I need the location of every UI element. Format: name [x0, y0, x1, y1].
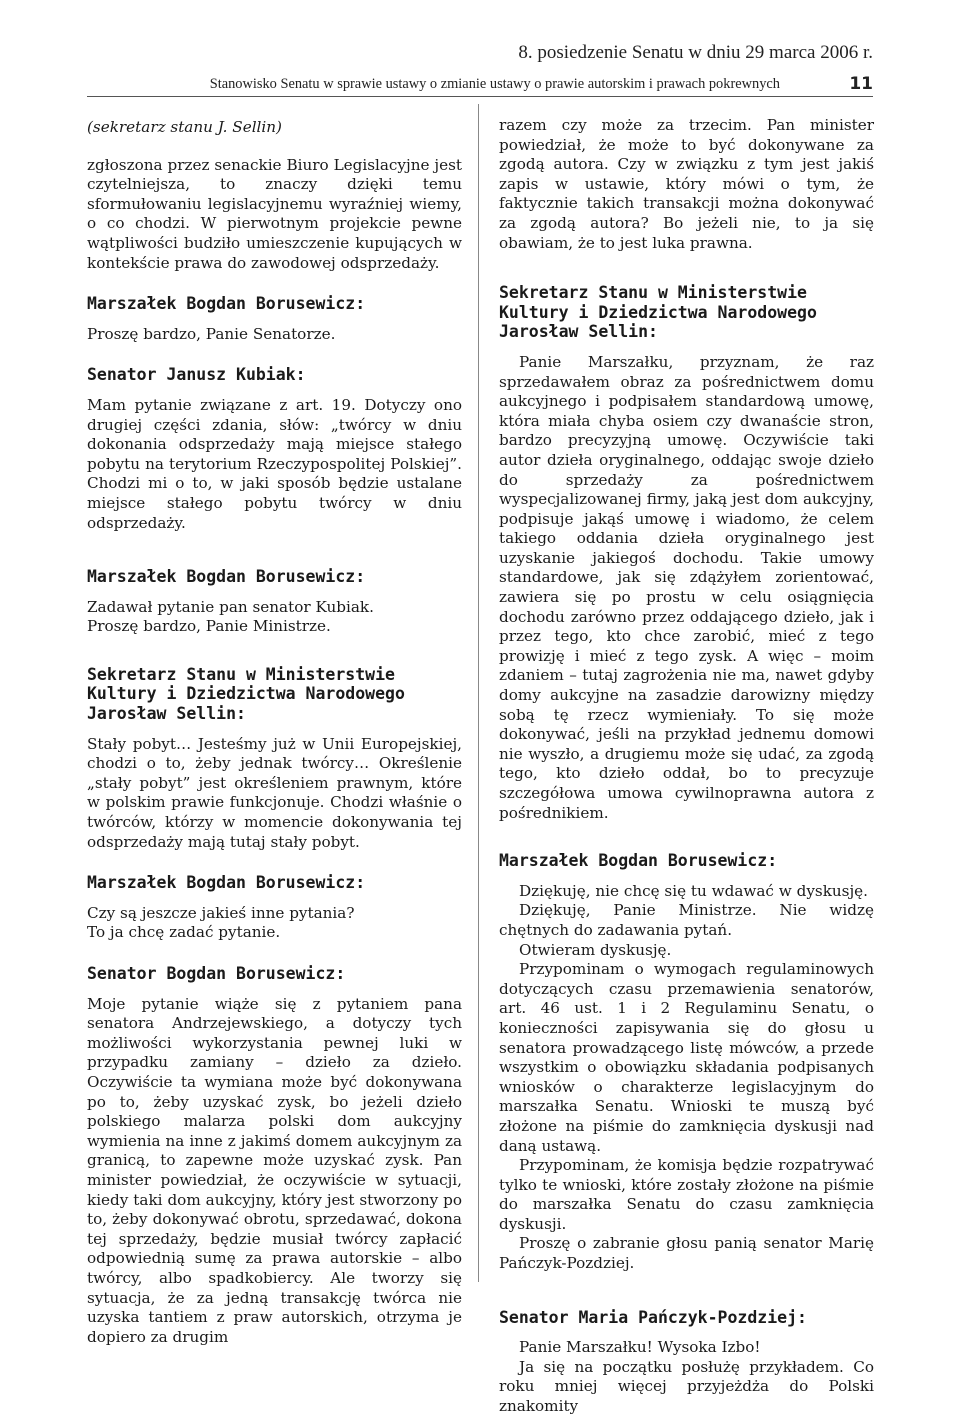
- page-number: 11: [849, 74, 873, 94]
- paragraph: Mam pytanie związane z art. 19. Dotyczy ono drugiej części zdania, słów: „twórcy w dniu dokonania odsprzedaży mają miejsce stałego pobytu na terytorium Rzeczypospolitej Polskiej”. Chodzi mi o to, w jaki sposób będzie ustalane miejsce stałego pobytu twórcy w dniu odsprzedaży.: [87, 395, 462, 532]
- speaker-continuation-note: (sekretarz stanu J. Sellin): [87, 118, 282, 136]
- speaker-heading: Marszałek Bogdan Borusewicz:: [87, 567, 366, 587]
- paragraph: zgłoszona przez senackie Biuro Legislacyjne jest czytelniejsza, to znaczy dzięki temu sformułowaniu legislacyjnemu wyraźniej wiemy, o co chodzi. W pierwotnym projekcie pewne wątpliwości budziło umieszczenie kupujących w kontekście prawa do zawodowej odsprzedaży.: [87, 155, 462, 272]
- speaker-heading: Marszałek Bogdan Borusewicz:: [87, 294, 366, 314]
- paragraph: Proszę bardzo, Panie Senatorze.: [87, 324, 336, 343]
- speaker-heading: Sekretarz Stanu w Ministerstwie Kultury i Dziedzictwa Narodowego Jarosław Sellin:: [87, 664, 405, 724]
- speaker-heading: Senator Bogdan Borusewicz:: [87, 964, 346, 983]
- paragraph: Dziękuję, nie chcę się tu wdawać w dyskusję.: [519, 881, 868, 900]
- speaker-heading: Sekretarz Stanu w Ministerstwie Kultury i Dziedzictwa Narodowego Jarosław Sellin:: [499, 283, 817, 342]
- speaker-heading: Marszałek Bogdan Borusewicz:: [499, 851, 778, 871]
- paragraph: Panie Marszałku! Wysoka Izbo!: [519, 1338, 761, 1357]
- session-title: 8. posiedzenie Senatu w dniu 29 marca 2006 r.: [518, 42, 873, 63]
- paragraph: Przypominam o wymogach regulaminowych dotyczących czasu przemawienia senatorów, art. 46 ust. 1 i 2 Regulaminu Senatu, o konieczności zapisywania się do głosu u senatora prowadzącego listę mówców, a przede wszystkim o obowiązku składania podpisanych wniosków o charakterze legislacyjnym do marszałka Senatu. Wnioski te muszą być złożone na piśmie do zamknięcia dyskusji nad daną ustawą.: [499, 960, 874, 1155]
- paragraph: Proszę bardzo, Panie Ministrze.: [87, 617, 331, 636]
- speaker-heading: Marszałek Bogdan Borusewicz:: [87, 873, 366, 893]
- paragraph: Czy są jeszcze jakieś inne pytania?: [87, 903, 355, 922]
- paragraph: Dziękuję, Panie Ministrze. Nie widzę chętnych do zadawania pytań.: [499, 901, 874, 939]
- paragraph: Moje pytanie wiąże się z pytaniem pana senatora Andrzejewskiego, a dotyczy tych możliwości wykorzystania pewnej luki w przypadku zamiany – dzieło za dzieło. Oczywiście ta wymiana może być dokonywana po to, żeby uzyskać zysk, bo jeżeli dzieło polskiego malarza polski dom aukcyjny wymienia na inne z jakimś domem aukcyjnym za granicą, to zapewne może uzyskać zysk. Pan minister powiedział, że oczywiście w sytuacji, kiedy taki dom aukcyjny, który jest stworzony po to, żeby dokonywać obrotu, sprzedawać, dokona tej sprzedaży, będzie musiał twórcy zapłacić odpowiednią sumę za prawa autorskie – albo twórcy, albo spadkobiercy. Ale tworzy się sytuacja, że za jedną transakcję twórca nie uzyska tantiem z praw autorskich, otrzyma je dopiero za drugim: [87, 994, 462, 1346]
- paragraph: razem czy może za trzecim. Pan minister powiedział, że może to być dokonywane za zgodą autora. Czy w związku z tym jest jakiś zapis w ustawie, który mówi o tym, że faktycznie takich transakcji można dokonywać za zgodą autora? Bo jeżeli nie, to ja się obawiam, że to jest luka prawna.: [499, 116, 874, 252]
- paragraph: Przypominam, że komisja będzie rozpatrywać tylko te wnioski, które zostały złożone na piśmie do marszałka Senatu do czasu zamknięcia dyskusji.: [499, 1156, 874, 1233]
- column-divider: [478, 104, 479, 1282]
- header-rule: [87, 96, 873, 97]
- left-column: [87, 118, 462, 1347]
- paragraph: Ja się na początku posłużę przykładem. Co roku mniej więcej przyjeżdża do Polski znakomity: [499, 1357, 874, 1416]
- right-column: [499, 116, 874, 1417]
- paragraph: Panie Marszałku, przyznam, że raz sprzedawałem obraz za pośrednictwem domu aukcyjnego i podpisałem standardową umowę, która miała chyba osiem czy dwanaście stron, bardzo precyzyjną umowę. Oczywiście taki autor dzieła oryginalnego, oddając swoje dzieło do sprzedaży za pośrednictwem wyspecjalizowanej firmy, jaką jest dom aukcyjny, podpisuje jakąś umowę i wiadomo, że celem takiego oddania dzieła oryginalnego jest uzyskanie jakiegoś dochodu. Takie umowy standardowe, jak się zdążyłem zorientować, zawiera się po prostu w celu osiągnięcia dochodu zarówno przez oddającego dzieło, jak i przez tego, kto chce zarobić, mieć z tego prowizję i mieć z tego zysk. A więc – moim zdaniem – tutaj zagrożenia nie ma, nawet gdyby domy aukcyjne na zasadzie darowizny między sobą tę rzecz wymieniały. To się może dokonywać, jeśli na przykład jednemu domowi nie wyszło, a drugiemu może się udać, za zgodą tego, kto dzieło oddał, bo to precyzuje szczegółowa umowa cywilnoprawna autora z pośrednikiem.: [499, 352, 874, 822]
- paragraph: To ja chcę zadać pytanie.: [87, 923, 281, 942]
- page-header: [0, 0, 960, 100]
- paragraph: Zadawał pytanie pan senator Kubiak.: [87, 597, 374, 616]
- paragraph: Stały pobyt… Jesteśmy już w Unii Europejskiej, chodzi o to, żeby jednak twórcy… Określenie „stały pobyt” jest określeniem prawnym, które w polskim prawie funkcjonuje. Chodzi właśnie o twórców, którzy w momencie dokonywania tej odsprzedaży mają tutaj stały pobyt.: [87, 734, 462, 851]
- document-subtitle: Stanowisko Senatu w sprawie ustawy o zmianie ustawy o prawie autorskim i prawach pokrewnych: [209, 76, 780, 92]
- paragraph: Proszę o zabranie głosu panią senator Marię Pańczyk-Pozdziej.: [499, 1234, 874, 1273]
- speaker-heading: Senator Maria Pańczyk-Pozdziej:: [499, 1307, 807, 1327]
- speaker-heading: Senator Janusz Kubiak:: [87, 365, 306, 385]
- paragraph: Otwieram dyskusję.: [519, 940, 672, 959]
